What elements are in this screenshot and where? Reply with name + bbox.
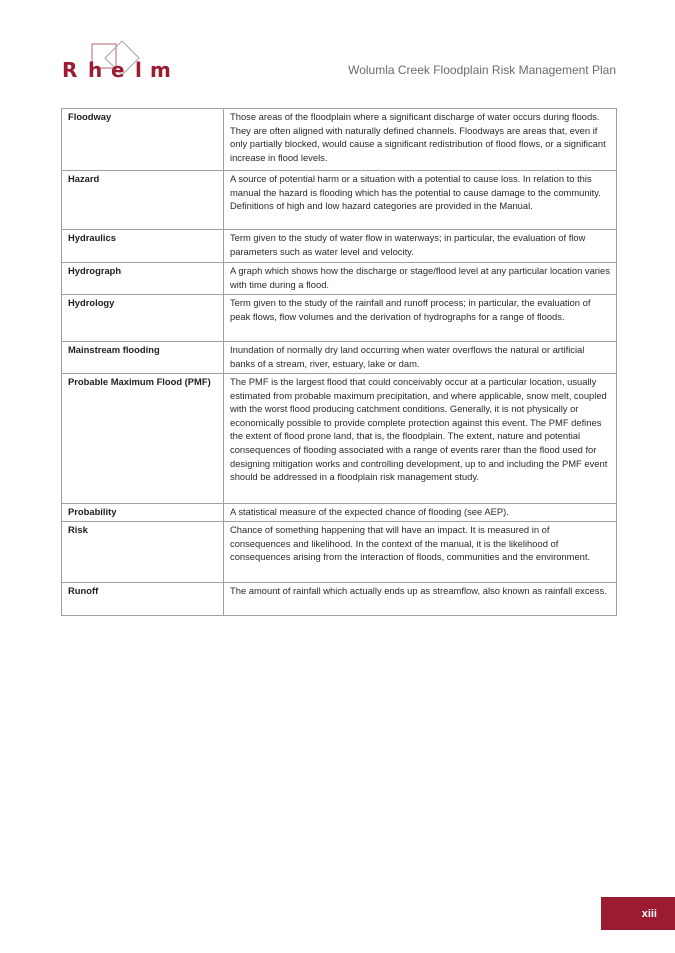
term-cell: Floodway: [62, 109, 224, 171]
page-number-badge: [601, 897, 675, 930]
table-row: [62, 295, 617, 342]
term-cell: Risk: [62, 522, 224, 583]
term-cell: Mainstream flooding: [62, 342, 224, 374]
table-row: [62, 504, 617, 522]
definition-cell: Term given to the study of the rainfall and runoff process; in particular, the evaluation of peak flows, flow volumes and the derivation of hydrographs for a range of floods.: [224, 295, 617, 342]
definition-cell: The amount of rainfall which actually ends up as streamflow, also known as rainfall excess.: [224, 583, 617, 616]
term-cell: Hydrology: [62, 295, 224, 342]
term-cell: Probable Maximum Flood (PMF): [62, 374, 224, 504]
logo-letter: h: [88, 58, 103, 82]
definition-cell: A statistical measure of the expected chance of flooding (see AEP).: [224, 504, 617, 522]
term-cell: Hazard: [62, 171, 224, 230]
table-row: [62, 522, 617, 583]
definition-cell: The PMF is the largest flood that could conceivably occur at a particular location, usually estimated from probable maximum precipitation, and where applicable, snow melt, coupled with the worst flood producing catchment conditions. Generally, it is not physically or economically possible to provide complete protection against this event. The PMF defines the extent of flood prone land, that is, the floodplain. The extent, nature and potential consequences of flooding associated with a range of events rarer than the flood used for designing mitigation works and controlling development, up to and including the PMF event should be addressed in a floodplain risk management study.: [224, 374, 617, 504]
rhelm-logo: [62, 38, 177, 82]
definition-cell: Those areas of the floodplain where a significant discharge of water occurs during floods. They are often aligned with naturally defined channels. Floodways are areas that, even if only partially blocked, would cause a significant redistribution of flood flows, or a significant increase in flood levels.: [224, 109, 617, 171]
document-title: Wolumla Creek Floodplain Risk Management Plan: [348, 63, 616, 77]
logo-letter: m: [150, 58, 171, 82]
term-cell: Runoff: [62, 583, 224, 616]
table-row: [62, 342, 617, 374]
definition-cell: Inundation of normally dry land occurring when water overflows the natural or artificial banks of a stream, river, estuary, lake or dam.: [224, 342, 617, 374]
term-cell: Probability: [62, 504, 224, 522]
table-row: [62, 109, 617, 171]
definition-cell: Term given to the study of water flow in waterways; in particular, the evaluation of flow parameters such as water level and velocity.: [224, 230, 617, 263]
table-row: [62, 263, 617, 295]
definition-cell: A graph which shows how the discharge or stage/flood level at any particular location varies with time during a flood.: [224, 263, 617, 295]
table-row: [62, 374, 617, 504]
logo-letter: e: [111, 58, 125, 82]
definition-cell: Chance of something happening that will have an impact. It is measured in of consequences and likelihood. In the context of the manual, it is the likelihood of consequences arising from the interaction of floods, communities and the environment.: [224, 522, 617, 583]
term-cell: Hydraulics: [62, 230, 224, 263]
term-cell: Hydrograph: [62, 263, 224, 295]
definition-cell: A source of potential harm or a situation with a potential to cause loss. In relation to this manual the hazard is flooding which has the potential to cause damage to the community. Definitions of high and low hazard categories are provided in the Manual.: [224, 171, 617, 230]
logo-letter: R: [62, 58, 78, 82]
table-row: [62, 583, 617, 616]
table-row: [62, 171, 617, 230]
logo-letter: l: [135, 58, 142, 82]
glossary-table: [61, 108, 617, 616]
table-row: [62, 230, 617, 263]
page-number: xiii: [641, 907, 657, 920]
